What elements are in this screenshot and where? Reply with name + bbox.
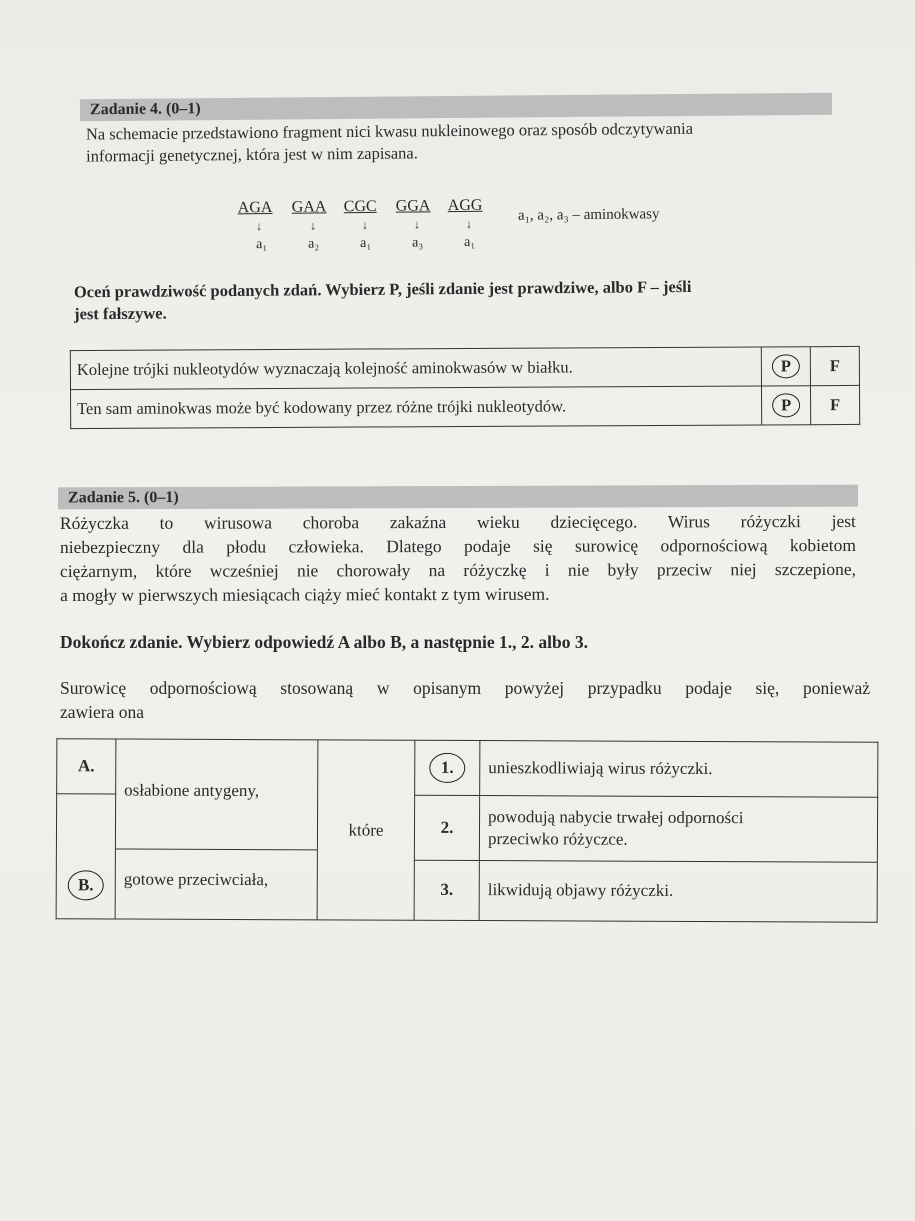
codon-4: GGA	[395, 197, 431, 215]
arrow-down-icon: ↓	[465, 216, 472, 231]
option-a-text-cell[interactable]	[115, 739, 318, 920]
statement-2: Ten sam aminokwas może być kodowany przez różne trójki nukleotydów.	[71, 386, 762, 429]
task4-title: Zadanie 4. (0–1)	[89, 100, 201, 119]
task5-stem	[60, 676, 870, 724]
option-b-text: gotowe przeciwciała,	[123, 869, 269, 890]
task5-title: Zadanie 5. (0–1)	[67, 488, 179, 507]
table-row	[70, 346, 859, 389]
option-1[interactable]	[415, 740, 480, 795]
task5-stem-line1: Surowicę odpornościową stosowaną w opisanym powyżej przypadku podaje się, ponieważ	[60, 678, 870, 698]
statement-1: Kolejne trójki nukleotydów wyznaczają kolejność aminokwasów w białku.	[70, 347, 761, 390]
option-2-text-line1: powodują nabycie trwałej odporności	[488, 807, 744, 828]
amino-2: a₂	[308, 236, 320, 252]
option-3-label: 3.	[440, 880, 454, 900]
option-p-2[interactable]	[761, 386, 810, 425]
option-2-text-line2: przeciwko różyczce.	[487, 829, 628, 849]
option-3-text: likwidują objawy różyczki.	[479, 860, 877, 922]
task5-header	[58, 485, 858, 510]
answer-circle: P	[772, 393, 800, 417]
amino-5: a₁	[464, 234, 476, 250]
task4-instruction	[74, 275, 844, 326]
codon-1: AGA	[237, 198, 273, 217]
option-f-1[interactable]: F	[810, 346, 859, 385]
option-2-label: 2.	[440, 817, 454, 837]
option-a-text: osłabione antygeny,	[124, 780, 260, 801]
amino-1: a₁	[256, 237, 268, 253]
codon-5: AGG	[447, 196, 483, 215]
table-row	[57, 739, 878, 798]
table-row	[71, 385, 860, 428]
true-false-table	[70, 346, 860, 429]
task5-line3: ciężarnym, które wcześniej nie chorowały na różyczkę i nie były przeciw niej szczepione,	[60, 558, 857, 582]
amino-4: a₃	[412, 235, 424, 251]
task5-line2: niebezpieczny dla płodu człowieka. Dlatego podaje się surowicę odpornościową kobietom	[59, 534, 856, 558]
task5-instruction: Dokończ zdanie. Wybierz odpowiedź A albo B, a następnie 1., 2. albo 3.	[60, 632, 588, 652]
task5-stem-line2: zawiera ona	[60, 702, 145, 722]
task4-instruction-line2: jest fałszywe.	[74, 303, 167, 324]
task5-paragraph	[60, 509, 856, 607]
task4-intro-line1: Na schemacie przedstawiono fragment nici kwasu nukleinowego oraz sposób odczytywania	[85, 118, 694, 144]
arrow-down-icon: ↓	[309, 218, 317, 233]
answer-table	[56, 738, 879, 923]
aminoacid-legend: a₁, a₂, a₃ – aminokwasy	[517, 206, 660, 224]
arrow-down-icon: ↓	[255, 219, 263, 234]
option-a[interactable]	[57, 739, 116, 794]
answer-circle: P	[772, 354, 800, 378]
task4-instruction-line1: Oceń prawdziwość podanych zdań. Wybierz P, jeśli zdanie jest prawdziwe, albo F – jeśli	[73, 276, 692, 302]
option-2-text	[479, 796, 877, 863]
option-b[interactable]	[56, 794, 116, 919]
codon-2: GAA	[291, 198, 327, 216]
answer-circle: 1.	[429, 753, 465, 783]
option-p-1[interactable]	[761, 347, 810, 386]
connector-text: które	[348, 819, 384, 840]
answer-circle: B.	[68, 870, 104, 900]
arrow-down-icon: ↓	[413, 217, 420, 232]
option-2[interactable]	[414, 795, 479, 860]
connector-cell	[317, 740, 415, 920]
option-3[interactable]	[414, 860, 479, 920]
option-1-text: unieszkodliwiają wirus różyczki.	[480, 741, 878, 798]
task5-line4: a mogły w pierwszych miesiącach ciąży mieć kontakt z tym wirusem.	[60, 583, 550, 606]
task5-line1: Różyczka to wirusowa choroba zakaźna wieku dziecięcego. Wirus różyczki jest	[59, 510, 856, 534]
task4-intro-line2: informacji genetycznej, która jest w nim zapisana.	[86, 143, 418, 166]
codon-3: CGC	[343, 197, 377, 216]
option-f-2[interactable]: F	[810, 385, 859, 424]
nucleic-acid-scheme	[226, 197, 507, 268]
arrow-down-icon: ↓	[361, 217, 368, 233]
amino-3: a₁	[360, 235, 372, 252]
task4-intro	[86, 116, 826, 167]
option-a-label: A.	[77, 756, 95, 776]
